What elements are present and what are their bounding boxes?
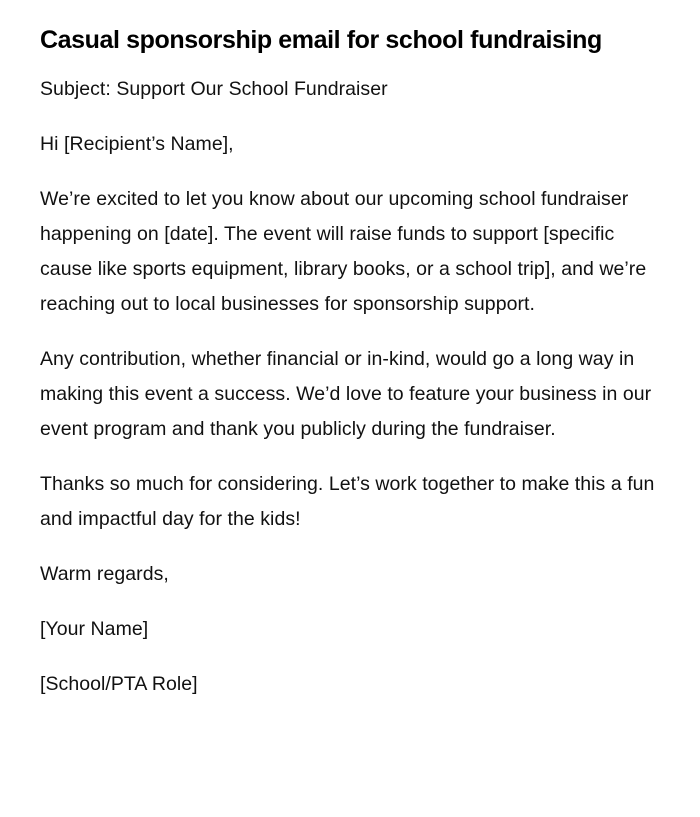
email-closing: Warm regards,: [40, 563, 169, 585]
email-body-paragraph-thanks: Thanks so much for considering. Let’s work together to make this a fun and impactful day for the kids!: [40, 473, 655, 530]
email-greeting: Hi [Recipient’s Name],: [40, 133, 234, 155]
signature-role: [School/PTA Role]: [40, 673, 198, 695]
signature-name: [Your Name]: [40, 618, 149, 640]
document-title: Casual sponsorship email for school fundraising: [40, 26, 602, 54]
email-body-paragraph-intro: We’re excited to let you know about our upcoming school fundraiser happening on [date]. The event will raise funds to support [specific cause like sports equipment, library books, or a school trip], and we’re reaching out to local businesses for sponsorship support.: [40, 188, 647, 315]
email-body-paragraph-contribution: Any contribution, whether financial or in-kind, would go a long way in making this event a success. We’d love to feature your business in our event program and thank you publicly during the fundraiser.: [40, 348, 652, 440]
email-subject-line: Subject: Support Our School Fundraiser: [40, 78, 388, 100]
